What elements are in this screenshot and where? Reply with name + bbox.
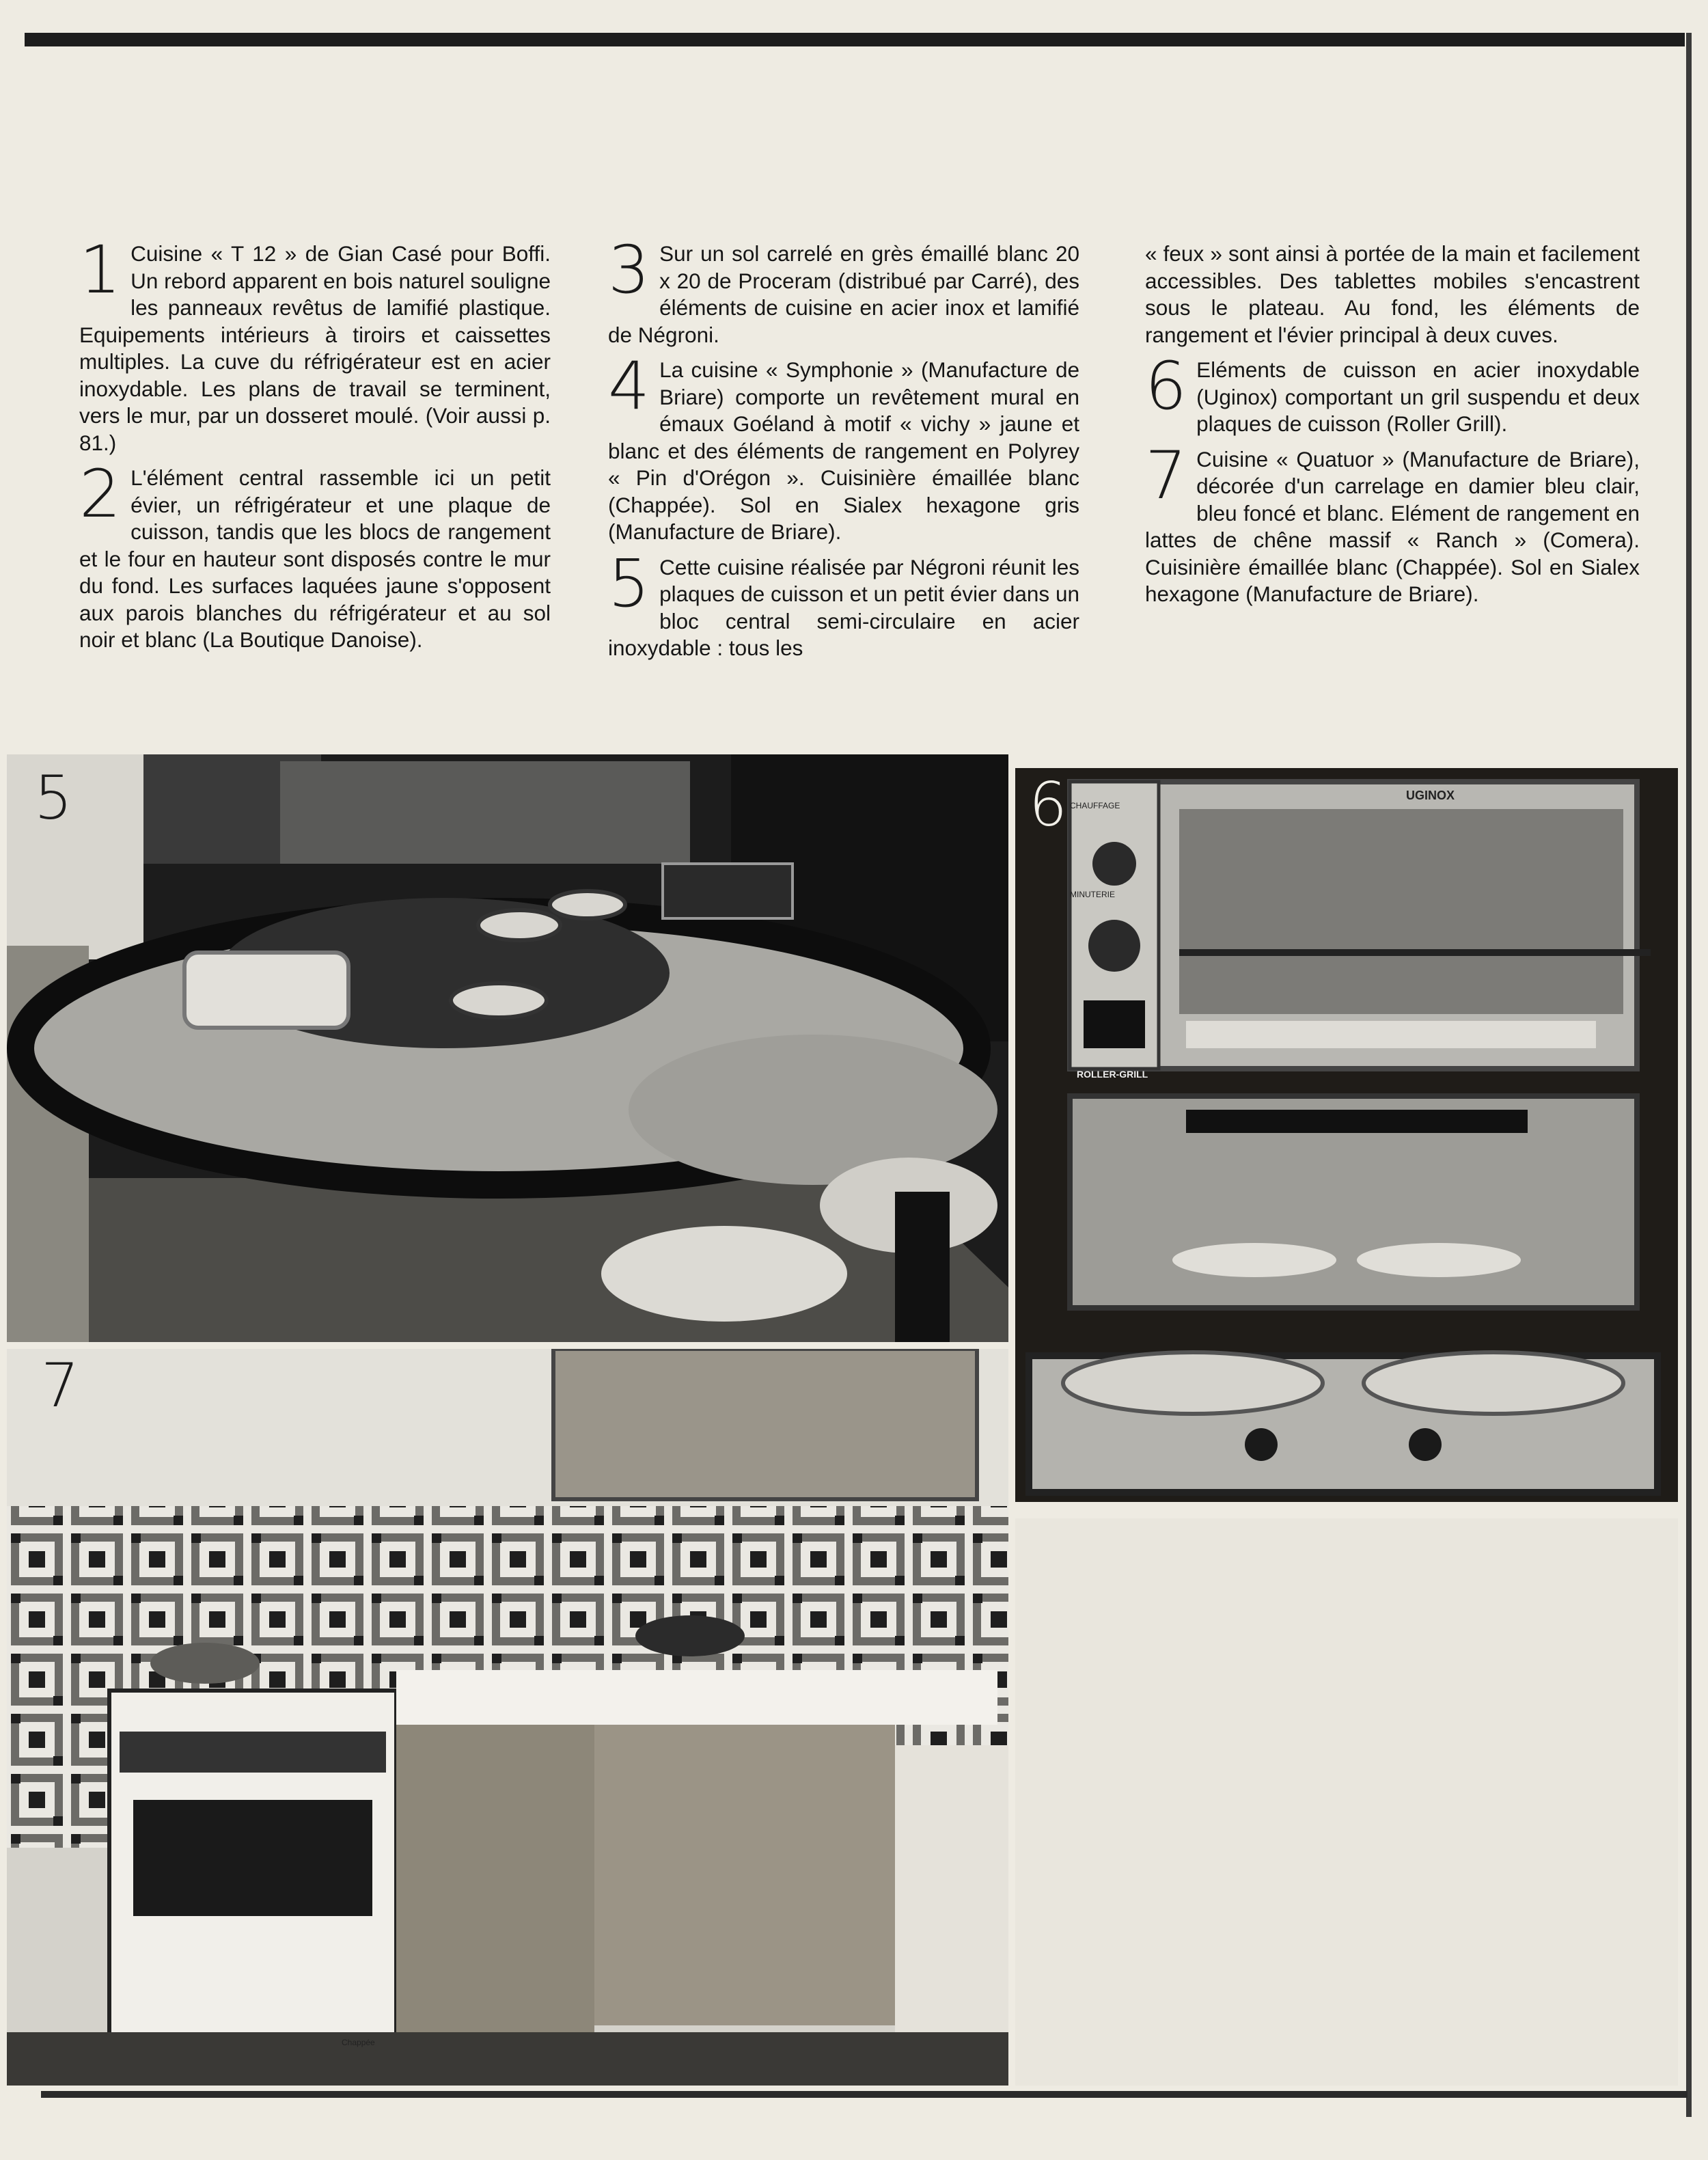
brand-label: UGINOX [1406, 789, 1455, 802]
caption-text: Cuisine « T 12 » de Gian Casé pour Boffi. Un rebord apparent en bois naturel souligne les panneaux revêtus de lamifié plastique. Equipements intérieurs à tiroirs et caissettes multiples. La cuve du réfrigérateur est en acier inoxydable. Les plans de travail se terminent, vers le mur, par un dosseret moulé. (Voir aussi p. 81.) [79, 241, 551, 455]
caption-text: « feux » sont ainsi à portée de la main et facilement accessibles. Des tablettes mobiles s'encastrent sous le plateau. Au fond, les éléments de rangement et l'évier principal à deux cuves. [1145, 241, 1640, 347]
caption-number: 1 [79, 232, 122, 308]
caption-5-continued [1145, 241, 1640, 348]
caption-text: Sur un sol carrelé en grès émaillé blanc 20 x 20 de Proceram (distribué par Carré), des éléments de cuisine en acier inox et lamifié de Négroni. [608, 241, 1079, 347]
text-column-2 [608, 232, 1079, 670]
photo-7-illustration [7, 1349, 1008, 2086]
caption-3 [608, 232, 1079, 348]
caption-text: Cuisine « Quatuor » (Manufacture de Briare), décorée d'un carrelage en damier bleu clair, bleu foncé et blanc. Elément de rangement en lattes de chêne massif « Ranch » (Comera). Cuisinière émaillée blanc (Chappée). Sol en Sialex hexagone (Manufacture de Briare). [1145, 446, 1640, 606]
page-edge [1686, 33, 1692, 2117]
blank-area [1015, 1518, 1678, 2086]
photo-5-illustration [7, 754, 1008, 1342]
caption-number: 5 [608, 545, 650, 622]
text-column-3 [1145, 241, 1640, 616]
brand-label: Chappée [342, 2038, 375, 2047]
caption-text: Eléments de cuisson en acier inoxydable (Uginox) comportant un gril suspendu et deux plaques de cuisson (Roller Grill). [1196, 357, 1640, 436]
caption-number: 4 [608, 348, 650, 424]
photo-5-kitchen-island [7, 754, 1008, 1342]
caption-7 [1145, 437, 1640, 608]
caption-1 [79, 232, 551, 456]
photo-6-grill [1015, 768, 1678, 1502]
caption-6 [1145, 348, 1640, 438]
photo-number: 6 [1029, 769, 1067, 840]
caption-number: 6 [1145, 348, 1187, 424]
photo-6-illustration [1015, 768, 1678, 1502]
caption-4 [608, 348, 1079, 546]
photo-number: 5 [34, 763, 72, 833]
photo-number: 7 [41, 1350, 79, 1421]
dial-label: CHAUFFAGE [1070, 801, 1120, 810]
caption-2 [79, 456, 551, 654]
caption-text: La cuisine « Symphonie » (Manufacture de Briare) comporte un revêtement mural en émaux Goéland à motif « vichy » jaune et blanc et des éléments de rangement en Polyrey « Pin d'Orégon ». Cuisinière émaillée blanc (Chappée). Sol en Sialex hexagone gris (Manufacture de Briare). [608, 357, 1079, 544]
product-label: ROLLER-GRILL [1077, 1069, 1148, 1080]
caption-text: L'élément central rassemble ici un petit évier, un réfrigérateur et une plaque de cuisson, tandis que les blocs de rangement et le four en hauteur sont disposés contre le mur du fond. Les surfaces laquées jaune s'opposent aux parois blanches du réfrigérateur et au sol noir et blanc (La Boutique Danoise). [79, 465, 551, 652]
bottom-rule [41, 2091, 1688, 2098]
caption-number: 3 [608, 232, 650, 308]
caption-number: 7 [1145, 437, 1187, 514]
caption-text: Cette cuisine réalisée par Négroni réunit les plaques de cuisson et un petit évier dans un bloc central semi-circulaire en acier inoxydable : tous les [608, 554, 1079, 660]
photo-7-kitchen [7, 1349, 1008, 2086]
top-rule [25, 33, 1685, 46]
text-column-1 [79, 232, 551, 662]
caption-number: 2 [79, 456, 122, 532]
dial-label: MINUTERIE [1070, 890, 1115, 899]
caption-5 [608, 545, 1079, 662]
